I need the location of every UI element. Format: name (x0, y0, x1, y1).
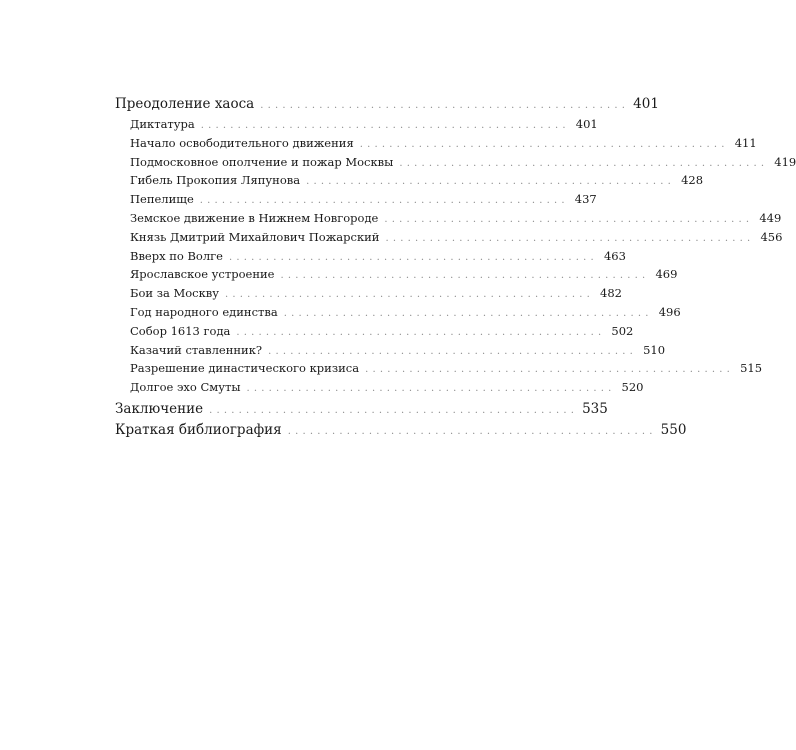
toc-entry-title: Пепелище (130, 192, 194, 207)
dot-leader: .................................................. (306, 176, 676, 188)
toc-entry-page: 401 (575, 117, 598, 131)
dot-leader: .................................................. (385, 232, 755, 244)
toc-entry-title: Разрешение династического кризиса (130, 361, 360, 376)
toc-entry-page: 469 (655, 267, 678, 282)
toc-entry-page: 449 (759, 210, 782, 225)
toc-entry-title: Диктатура (130, 117, 195, 131)
toc-entry-page: 496 (658, 304, 681, 319)
toc-entry-title: Подмосковное ополчение и пожар Москвы (130, 154, 394, 169)
toc-entry-title: Казачий ставленник? (130, 342, 263, 357)
toc-entry-title: Краткая библиография (115, 421, 282, 438)
toc-entry-page: 482 (600, 286, 622, 301)
toc-entry-title: Князь Дмитрий Михайлович Пожарский (130, 229, 380, 244)
toc-entry (115, 359, 763, 378)
toc-entry-title: Начало освободительного движения (130, 135, 354, 150)
dot-leader: .................................................. (209, 404, 579, 416)
toc-entry-page: 515 (740, 361, 763, 376)
toc-entry (115, 115, 598, 134)
toc-entry-page: 535 (582, 400, 608, 417)
toc-entry-page: 520 (621, 380, 644, 395)
toc-entry (115, 247, 626, 266)
dot-leader: .................................................. (260, 100, 630, 111)
toc-entry-title: Ярославское устроение (130, 267, 275, 282)
toc-entry-title: Вверх по Волге (130, 248, 223, 263)
toc-entry-page: 437 (574, 192, 597, 207)
dot-leader: .................................................. (287, 425, 657, 437)
toc-entry-page: 456 (760, 229, 783, 244)
toc-entry (115, 153, 796, 172)
toc-entry-title: Собор 1613 года (130, 323, 231, 338)
toc-entry-title: Бои за Москву (130, 286, 220, 301)
toc-entry (115, 265, 678, 284)
toc-entry-title: Гибель Прокопия Ляпунова (130, 173, 301, 188)
dot-leader: .................................................. (246, 383, 616, 395)
dot-leader: .................................................. (200, 120, 570, 131)
toc-entry-title: Преодоление хаоса (115, 96, 255, 112)
dot-leader: .................................................. (236, 326, 606, 338)
toc-entry (115, 171, 704, 190)
dot-leader: .................................................. (280, 270, 650, 282)
toc-entry-title: Долгое эхо Смуты (130, 380, 241, 395)
toc-entry-page: 510 (643, 342, 666, 357)
dot-leader: .................................................. (365, 364, 735, 376)
toc-entry-page: 428 (681, 173, 704, 188)
toc-entry-page: 463 (603, 248, 626, 263)
dot-leader: .................................................. (229, 251, 598, 263)
dot-leader: .................................................. (283, 307, 653, 319)
toc-entry (115, 209, 782, 228)
toc-entry-page: 411 (734, 135, 757, 150)
toc-entry-page: 401 (633, 96, 659, 112)
dot-leader: .................................................. (359, 138, 729, 150)
toc-entry (115, 322, 634, 341)
toc-entry (115, 420, 687, 441)
dot-leader: .................................................. (384, 213, 754, 225)
dot-leader: .................................................. (225, 289, 594, 301)
dot-leader: .................................................. (199, 195, 569, 207)
toc-entry (115, 341, 666, 360)
toc-entry (115, 94, 659, 115)
toc-entry (115, 399, 608, 420)
toc-entry-page: 419 (774, 154, 796, 169)
table-of-contents (115, 94, 796, 441)
dot-leader: .................................................. (399, 157, 769, 169)
toc-entry-title: Заключение (115, 400, 204, 417)
toc-entry (115, 228, 783, 247)
toc-entry (115, 190, 597, 209)
toc-entry-title: Год народного единства (130, 304, 278, 319)
toc-entry (115, 303, 681, 322)
toc-entry-page: 550 (660, 421, 687, 438)
toc-entry (115, 134, 757, 153)
toc-entry-title: Земское движение в Нижнем Новгороде (130, 210, 379, 225)
toc-entry (115, 378, 644, 397)
toc-entry-page: 502 (611, 323, 634, 338)
dot-leader: .................................................. (268, 345, 638, 357)
toc-entry (115, 284, 622, 303)
